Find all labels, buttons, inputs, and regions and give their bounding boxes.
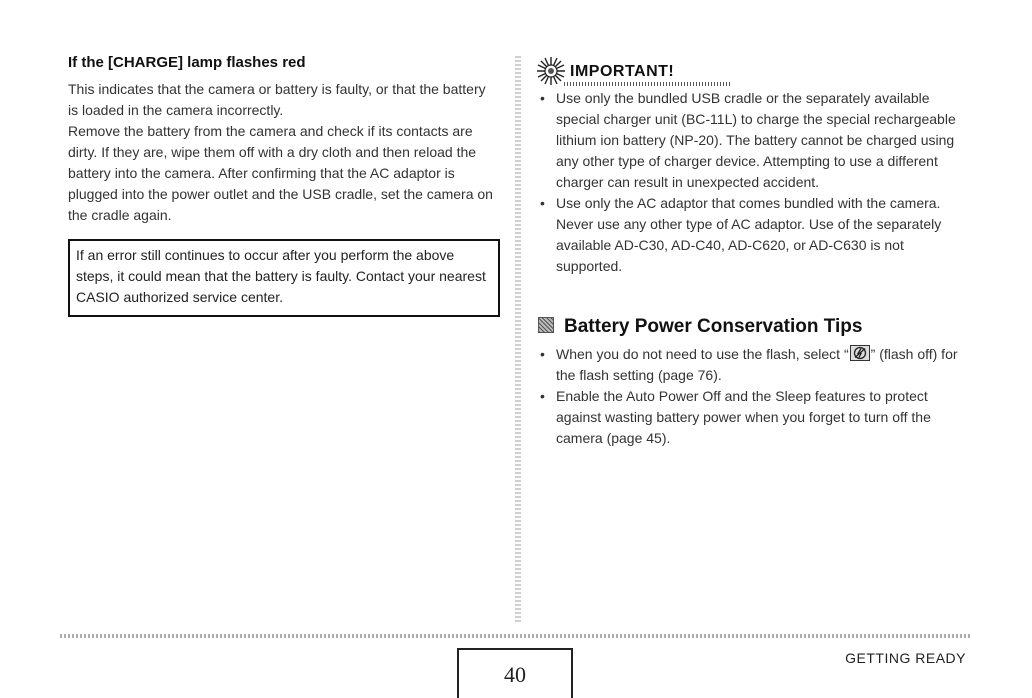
list-item (530, 386, 970, 449)
charge-lamp-heading: If the [CHARGE] lamp flashes red (68, 54, 306, 71)
tips-heading (530, 316, 862, 338)
service-note-box: If an error still continues to occur after you perform the above steps, it could mean that the battery is faulty. Contact your nearest CASIO authorized service center. (68, 239, 500, 317)
bullet-dot: • (540, 90, 545, 106)
bullet-dot: • (540, 388, 545, 404)
bullet-dot: • (540, 346, 545, 362)
important-item-1: Use only the bundled USB cradle or the separately available special charger unit (BC-11L) to charge the special rechargeable lithium ion battery (NP-20). The battery cannot be charged using any other type of charger device. Attempting to use a different charger can result in unexpected accident. (556, 90, 956, 190)
important-label: IMPORTANT! (570, 63, 675, 80)
column-divider (515, 56, 521, 624)
list-item (530, 193, 970, 277)
important-item-2: Use only the AC adaptor that comes bundled with the camera. Never use any other type of AC adaptor. Use of the separately available AD-C30, AD-C40, AD-C620, or AD-C630 is not supported. (556, 195, 942, 274)
page-number-box (457, 648, 573, 698)
flash-off-icon (850, 345, 870, 361)
left-column (68, 54, 498, 226)
faulty-paragraph: This indicates that the camera or battery is faulty, or that the battery is loaded in the camera incorrectly. (68, 81, 486, 118)
tip-2: Enable the Auto Power Off and the Sleep features to protect against wasting battery power when you forget to turn off the camera (page 45). (556, 388, 931, 446)
right-column (530, 56, 970, 277)
bullet-dot: • (540, 195, 545, 211)
important-header (530, 56, 970, 88)
list-item (530, 344, 970, 386)
section-label: GETTING READY (845, 650, 966, 666)
starburst-icon (536, 56, 566, 86)
page-number: 40 (504, 662, 526, 687)
footer-divider (60, 634, 972, 638)
remove-battery-paragraph: Remove the battery from the camera and check if its contacts are dirty. If they are, wipe them off with a dry cloth and then reload the battery into the camera. After confirming that the AC adaptor is plugged into the power outlet and the USB cradle, set the camera on the cradle again. (68, 123, 493, 223)
section-square-icon (538, 317, 554, 333)
tips-heading-text: Battery Power Conservation Tips (564, 316, 863, 337)
tip-1-after: ” (flash off) for the flash setting (page 76). (556, 346, 958, 383)
tip-1-before: When you do not need to use the flash, select “ (556, 346, 849, 362)
important-underline (564, 82, 730, 86)
tips-list (530, 344, 970, 449)
important-list (530, 88, 970, 277)
list-item (530, 88, 970, 193)
